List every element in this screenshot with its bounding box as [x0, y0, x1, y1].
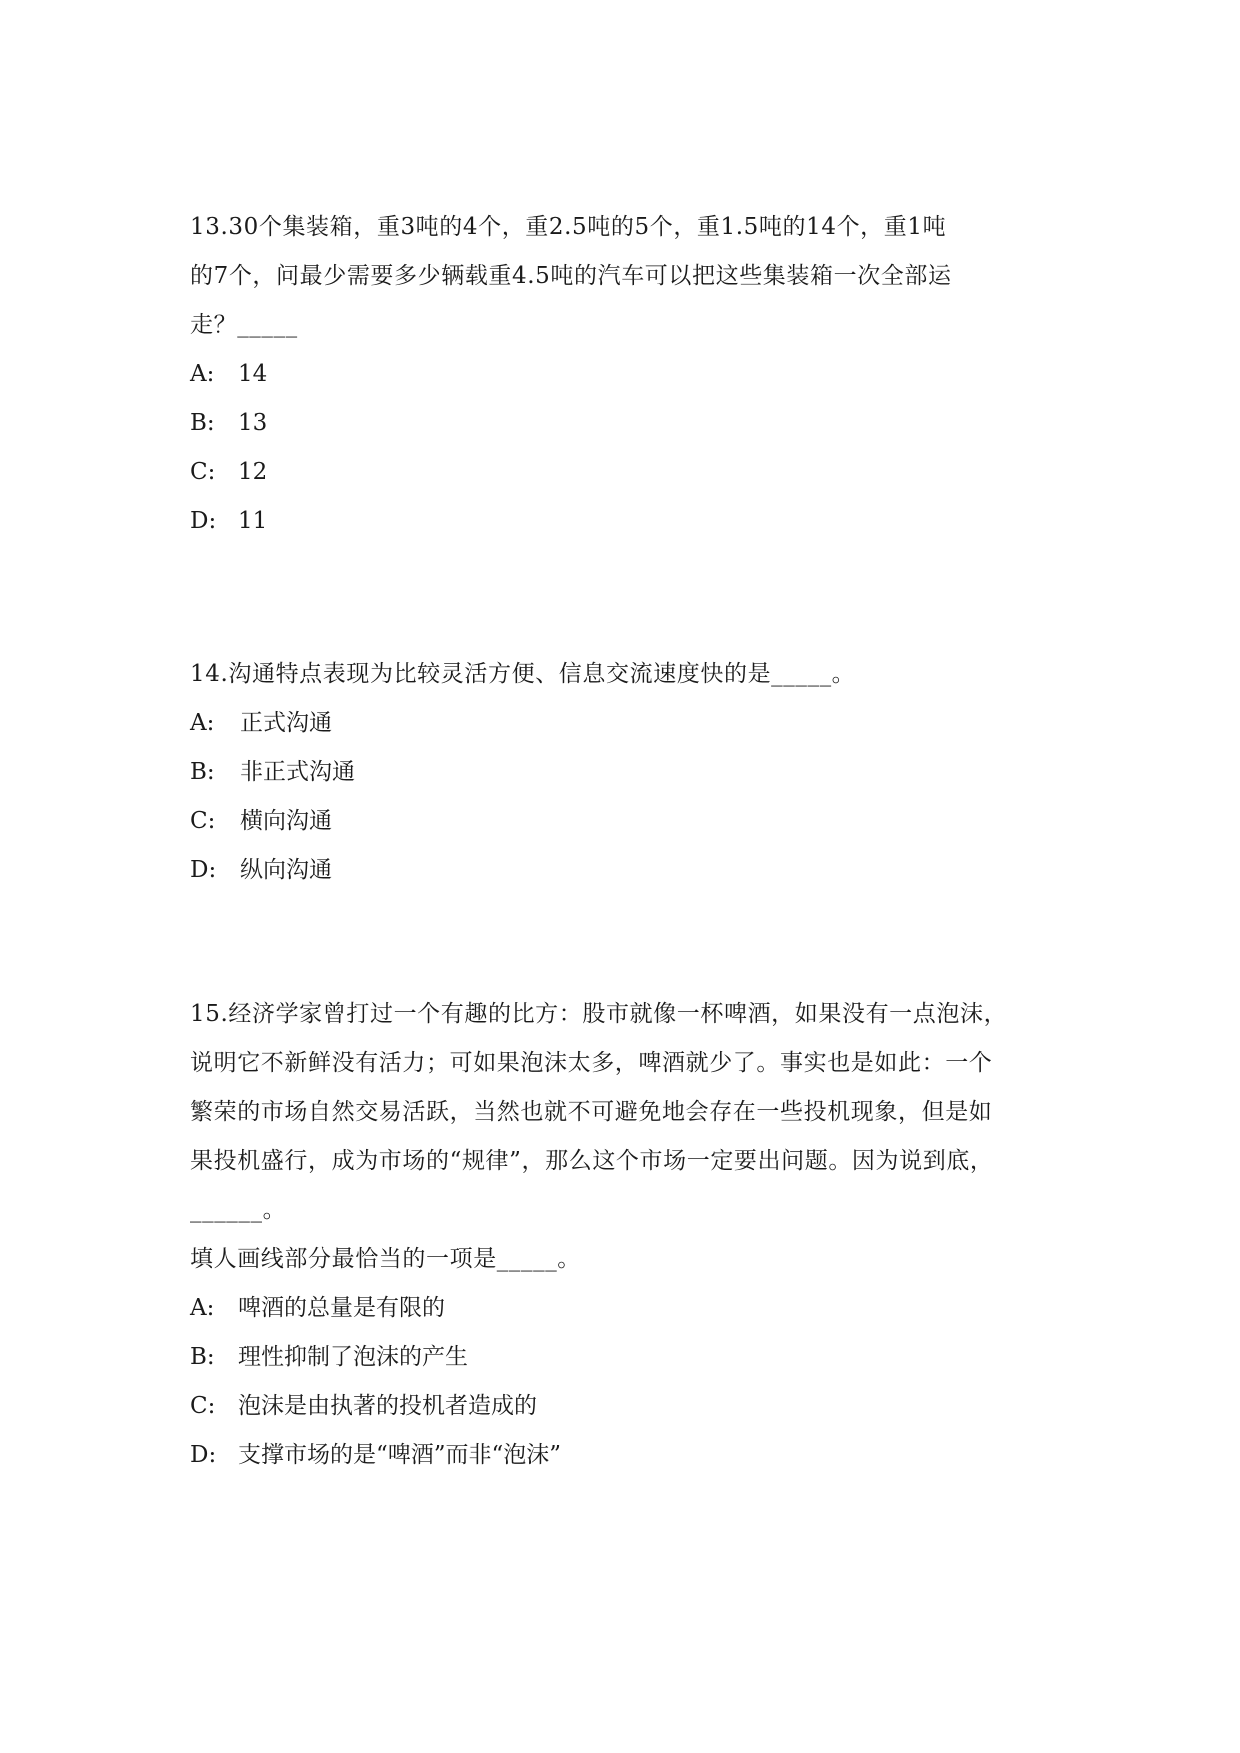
- option-d: [190, 846, 1060, 895]
- option-letter: C:: [190, 808, 216, 834]
- question-15: [190, 990, 1060, 1480]
- option-b: [190, 399, 1060, 448]
- option-text: 12: [238, 459, 268, 485]
- question-14: [190, 650, 1060, 895]
- option-text: 理性抑制了泡沫的产生: [238, 1344, 468, 1370]
- option-c: [190, 1382, 1060, 1431]
- option-d: [190, 497, 1060, 546]
- question-stem-line: 的7个，问最少需要多少辆载重4.5吨的汽车可以把这些集装箱一次全部运: [190, 263, 952, 289]
- option-text: 纵向沟通: [240, 857, 332, 883]
- option-text: 横向沟通: [240, 808, 332, 834]
- question-stem-line: 13.30个集装箱，重3吨的4个，重2.5吨的5个，重1.5吨的14个，重1吨: [190, 214, 947, 240]
- option-text: 13: [238, 410, 268, 436]
- option-c: [190, 448, 1060, 497]
- option-text: 泡沫是由执著的投机者造成的: [238, 1393, 537, 1419]
- option-a: [190, 350, 1060, 399]
- question-stem-line: 说明它不新鲜没有活力；可如果泡沫太多，啤酒就少了。事实也是如此：一个: [190, 1050, 993, 1076]
- question-stem-line: 果投机盛行，成为市场的“规律”，那么这个市场一定要出问题。因为说到底，: [190, 1148, 994, 1174]
- option-a: [190, 699, 1060, 748]
- option-letter: B:: [190, 1344, 215, 1370]
- option-letter: D:: [190, 857, 217, 883]
- option-letter: B:: [190, 759, 215, 785]
- option-b: [190, 748, 1060, 797]
- question-stem-line: 14.沟通特点表现为比较灵活方便、信息交流速度快的是_____。: [190, 661, 856, 687]
- question-stem-line: 15.经济学家曾打过一个有趣的比方：股市就像一杯啤酒，如果没有一点泡沫，: [190, 1001, 1008, 1027]
- option-letter: A:: [190, 710, 215, 736]
- option-letter: D:: [190, 508, 217, 534]
- question-stem-line: 走？_____: [190, 312, 298, 338]
- option-letter: D:: [190, 1442, 217, 1468]
- option-letter: C:: [190, 459, 216, 485]
- option-letter: A:: [190, 361, 215, 387]
- question-stem-line: ______。: [190, 1197, 287, 1223]
- option-text: 支撑市场的是“啤酒”而非“泡沫”: [238, 1442, 562, 1468]
- option-text: 啤酒的总量是有限的: [238, 1295, 445, 1321]
- option-letter: C:: [190, 1393, 216, 1419]
- question-stem-line: 繁荣的市场自然交易活跃，当然也就不可避免地会存在一些投机现象，但是如: [190, 1099, 993, 1125]
- option-text: 正式沟通: [240, 710, 332, 736]
- option-a: [190, 1284, 1060, 1333]
- question-13: [190, 203, 1060, 546]
- option-text: 11: [238, 508, 268, 534]
- option-d: [190, 1431, 1060, 1480]
- option-letter: B:: [190, 410, 215, 436]
- option-letter: A:: [190, 1295, 215, 1321]
- option-text: 14: [238, 361, 268, 387]
- option-text: 非正式沟通: [240, 759, 355, 785]
- option-b: [190, 1333, 1060, 1382]
- question-stem-line: 填人画线部分最恰当的一项是_____。: [190, 1246, 581, 1272]
- option-c: [190, 797, 1060, 846]
